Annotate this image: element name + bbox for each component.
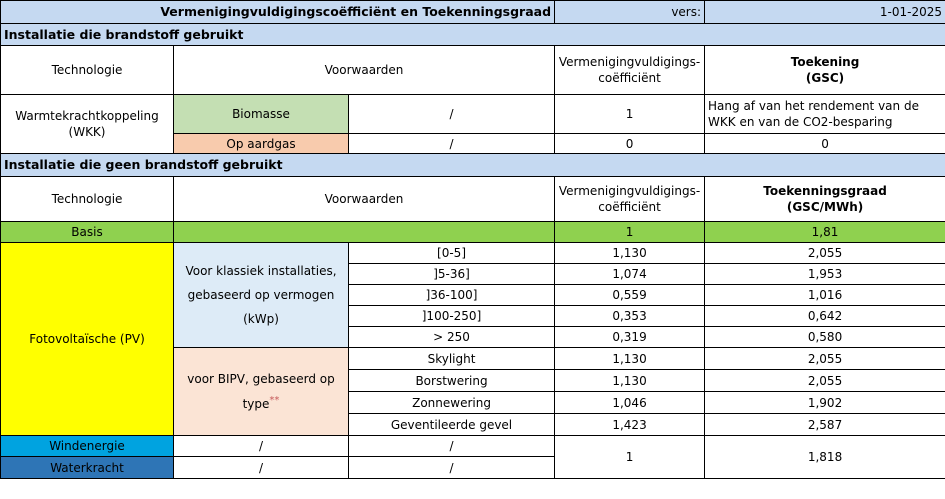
bipv-toek: 2,055 bbox=[705, 370, 945, 392]
coef-aardgas: 0 bbox=[555, 134, 705, 154]
bipv-type: Borstwering bbox=[349, 370, 555, 392]
col2-header-toek-line1: Toekenningsgraad bbox=[763, 184, 887, 198]
pv-klassiek-line3: (kWp) bbox=[243, 312, 279, 326]
bipv-toek: 1,902 bbox=[705, 392, 945, 414]
pv-bipv-type: type bbox=[242, 397, 270, 411]
pv-coef: 1,074 bbox=[555, 264, 705, 285]
tech-wkk-line1: Warmtekrachtkoppeling bbox=[15, 109, 159, 123]
wind-cond2: / bbox=[349, 436, 555, 457]
tech-wkk-line2: (WKK) bbox=[68, 125, 106, 139]
basis-coef: 1 bbox=[555, 222, 705, 243]
col-header-toekening bbox=[705, 46, 945, 95]
pv-toek: 1,016 bbox=[705, 285, 945, 306]
pv-klassiek-line1: Voor klassiek installaties, bbox=[185, 264, 337, 278]
col2-header-coefficient bbox=[555, 177, 705, 222]
windwater-toek: 1,818 bbox=[705, 436, 945, 479]
pv-toek: 0,580 bbox=[705, 327, 945, 348]
col2-header-toek-line2: (GSC/MWh) bbox=[786, 200, 864, 214]
pv-coef: 0,559 bbox=[555, 285, 705, 306]
sheet-title: Vermenigingvuldigingscoëfficiënt en Toekenningsgraad bbox=[1, 1, 555, 24]
pv-toek: 0,642 bbox=[705, 306, 945, 327]
pv-coef: 0,353 bbox=[555, 306, 705, 327]
col-header-toek-line2: (GSC) bbox=[805, 71, 845, 85]
pv-range: ]100-250] bbox=[349, 306, 555, 327]
bipv-toek: 2,587 bbox=[705, 414, 945, 436]
section-header-fuel: Installatie die brandstoff gebruikt bbox=[1, 24, 945, 46]
cond-aardgas: Op aardgas bbox=[174, 134, 349, 154]
bipv-toek: 2,055 bbox=[705, 348, 945, 370]
bipv-coef: 1,046 bbox=[555, 392, 705, 414]
col2-header-technologie: Technologie bbox=[1, 177, 174, 222]
tech-pv: Fotovoltaïsche (PV) bbox=[1, 243, 174, 436]
col-header-toek-line1: Toekening bbox=[790, 55, 860, 69]
cond-biomasse: Biomasse bbox=[174, 95, 349, 134]
pv-klassiek-line2: gebaseerd op vermogen bbox=[187, 288, 335, 302]
pv-toek: 2,055 bbox=[705, 243, 945, 264]
water-cond1: / bbox=[174, 457, 349, 479]
windwater-coef: 1 bbox=[555, 436, 705, 479]
toek-biomasse-line1: Hang af van het rendement van de bbox=[708, 99, 919, 113]
tech-wkk bbox=[1, 95, 174, 154]
version-date: 1-01-2025 bbox=[705, 1, 945, 24]
toek-aardgas: 0 bbox=[705, 134, 945, 154]
col-header-coefficient bbox=[555, 46, 705, 95]
tech-windenergie: Windenergie bbox=[1, 436, 174, 457]
bipv-coef: 1,130 bbox=[555, 348, 705, 370]
water-cond2: / bbox=[349, 457, 555, 479]
pv-bipv-line2 bbox=[177, 390, 345, 415]
bipv-coef: 1,423 bbox=[555, 414, 705, 436]
toek-biomasse bbox=[705, 95, 945, 134]
section-header-no-fuel: Installatie die geen brandstoff gebruikt bbox=[1, 154, 945, 177]
pv-range: ]5-36] bbox=[349, 264, 555, 285]
wind-cond1: / bbox=[174, 436, 349, 457]
col2-header-coef-line1: Vermenigingvuldigings- bbox=[558, 184, 701, 198]
pv-bipv-group bbox=[174, 348, 349, 436]
col-header-technologie: Technologie bbox=[1, 46, 174, 95]
col-header-coef-line2: coëfficiënt bbox=[598, 71, 661, 85]
pv-toek: 1,953 bbox=[705, 264, 945, 285]
pv-range: [0-5] bbox=[349, 243, 555, 264]
bipv-coef: 1,130 bbox=[555, 370, 705, 392]
pv-coef: 0,319 bbox=[555, 327, 705, 348]
cond-biomasse-sub: / bbox=[349, 95, 555, 134]
col-header-voorwaarden: Voorwaarden bbox=[174, 46, 555, 95]
pv-bipv-asterisk: ** bbox=[269, 395, 280, 406]
basis-label: Basis bbox=[1, 222, 174, 243]
col-header-coef-line1: Vermenigingvuldigings- bbox=[558, 55, 701, 69]
toek-biomasse-line2: WKK en van de CO2-besparing bbox=[708, 115, 893, 129]
version-label: vers: bbox=[555, 1, 705, 24]
pv-bipv-line1: voor BIPV, gebaseerd op bbox=[187, 372, 335, 386]
cond-aardgas-sub: / bbox=[349, 134, 555, 154]
col2-header-toekenningsgraad bbox=[705, 177, 945, 222]
bipv-type: Geventileerde gevel bbox=[349, 414, 555, 436]
col2-header-voorwaarden: Voorwaarden bbox=[174, 177, 555, 222]
basis-conditions bbox=[174, 222, 555, 243]
basis-toek: 1,81 bbox=[705, 222, 945, 243]
pv-coef: 1,130 bbox=[555, 243, 705, 264]
pv-range: > 250 bbox=[349, 327, 555, 348]
bipv-type: Zonnewering bbox=[349, 392, 555, 414]
col2-header-coef-line2: coëfficiënt bbox=[598, 200, 661, 214]
tech-waterkracht: Waterkracht bbox=[1, 457, 174, 479]
pv-klassiek-group bbox=[174, 243, 349, 348]
coef-biomasse: 1 bbox=[555, 95, 705, 134]
pv-range: ]36-100] bbox=[349, 285, 555, 306]
bipv-type: Skylight bbox=[349, 348, 555, 370]
